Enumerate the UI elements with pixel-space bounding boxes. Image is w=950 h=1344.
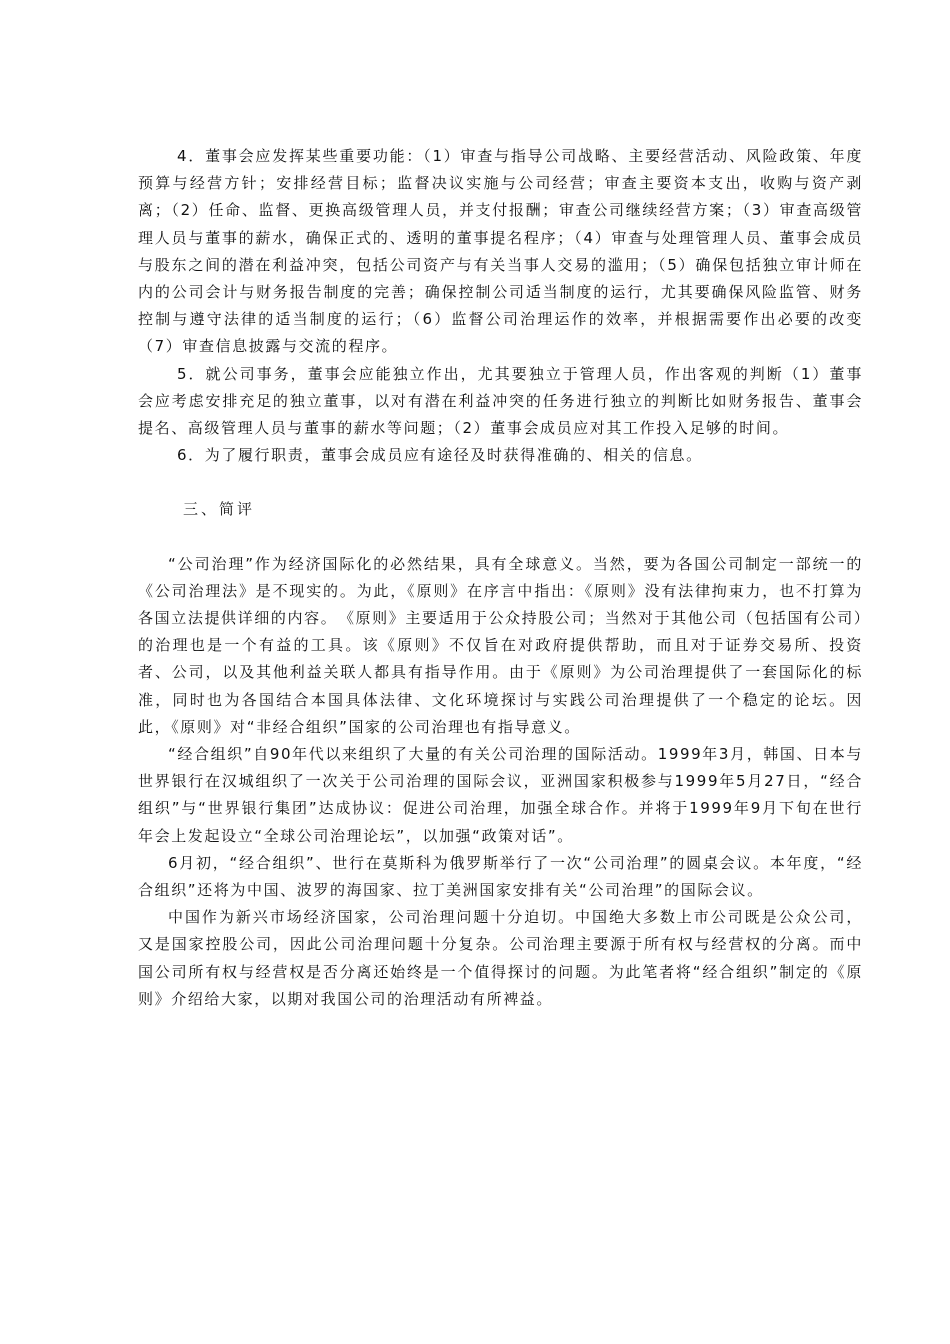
commentary-paragraph: “经合组织”自90年代以来组织了大量的有关公司治理的国际活动。1999年3月，韩国、日本与世界银行在汉城组织了一次关于公司治理的国际会议，亚洲国家积极参与1999年5月27日，“经合组织”与“世界银行集团”达成协议：促进公司治理，加强全球合作。并将于1999年9月下旬在世行年会上发起设立“全球公司治理论坛”，以加强“政策对话”。 [138,745,863,845]
spacer [138,524,863,551]
document-page [138,143,863,1013]
commentary-paragraph: “公司治理”作为经济国际化的必然结果，具有全球意义。当然，要为各国公司制定一部统一的《公司治理法》是不现实的。为此，《原则》在序言中指出：《原则》没有法律拘束力，也不打算为各国立法提供详细的内容。 《原则》主要适用于公众持股公司；当然对于其他公司（包括国有公司）的治理也是一个有益的工具。该《原则》不仅旨在对政府提供帮助，而且对于证券交易所、投资者、公司，以及其他利益关联人都具有指导作用。由于《原则》为公司治理提供了一套国际化的标准，同时也为各国结合本国具体法律、文化环境探讨与实践公司治理提供了一个稳定的论坛。因此，《原则》对“非经合组织”国家的公司治理也有指导意义。 [138,554,863,736]
spacer [138,469,863,496]
item-5-paragraph: 5．就公司事务，董事会应能独立作出，尤其要独立于管理人员，作出客观的判断（1）董事会应考虑安排充足的独立董事，以对有潜在利益冲突的任务进行独立的判断比如财务报告、董事会提名、高级管理人员与董事的薪水等问题；（2）董事会成员应对其工作投入足够的时间。 [138,364,863,438]
item-6-paragraph: 6．为了履行职责，董事会成员应有途径及时获得准确的、相关的信息。 [177,446,703,465]
commentary-paragraph: 6月初，“经合组织”、世行在莫斯科为俄罗斯举行了一次“公司治理”的圆桌会议。本年度，“经合组织”还将为中国、波罗的海国家、拉丁美洲国家安排有关“公司治理”的国际会议。 [138,853,863,900]
section-heading: 三、简评 [183,500,256,519]
commentary-paragraph: 中国作为新兴市场经济国家，公司治理问题十分迫切。中国绝大多数上市公司既是公众公司，又是国家控股公司，因此公司治理问题十分复杂。公司治理主要源于所有权与经营权的分离。而中国公司所有权与经营权是否分离还始终是一个值得探讨的问题。为此笔者将“经合组织”制定的《原则》介绍给大家，以期对我国公司的治理活动有所裨益。 [138,908,863,1008]
item-4-paragraph: 4．董事会应发挥某些重要功能：（1）审查与指导公司战略、主要经营活动、风险政策、年度预算与经营方针；安排经营目标；监督决议实施与公司经营；审查主要资本支出，收购与资产剥离；（2）任命、监督、更换高级管理人员，并支付报酬；审查公司继续经营方案；（3）审查高级管理人员与董事的薪水，确保正式的、透明的董事提名程序；（4）审查与处理管理人员、董事会成员与股东之间的潜在利益冲突，包括公司资产与有关当事人交易的滥用；（5）确保包括独立审计师在内的公司会计与财务报告制度的完善；确保控制公司适当制度的运行，尤其要确保风险监管、财务控制与遵守法律的适当制度的运行；（6）监督公司治理运作的效率，并根据需要作出必要的改变（7）审查信息披露与交流的程序。 [138,147,863,356]
